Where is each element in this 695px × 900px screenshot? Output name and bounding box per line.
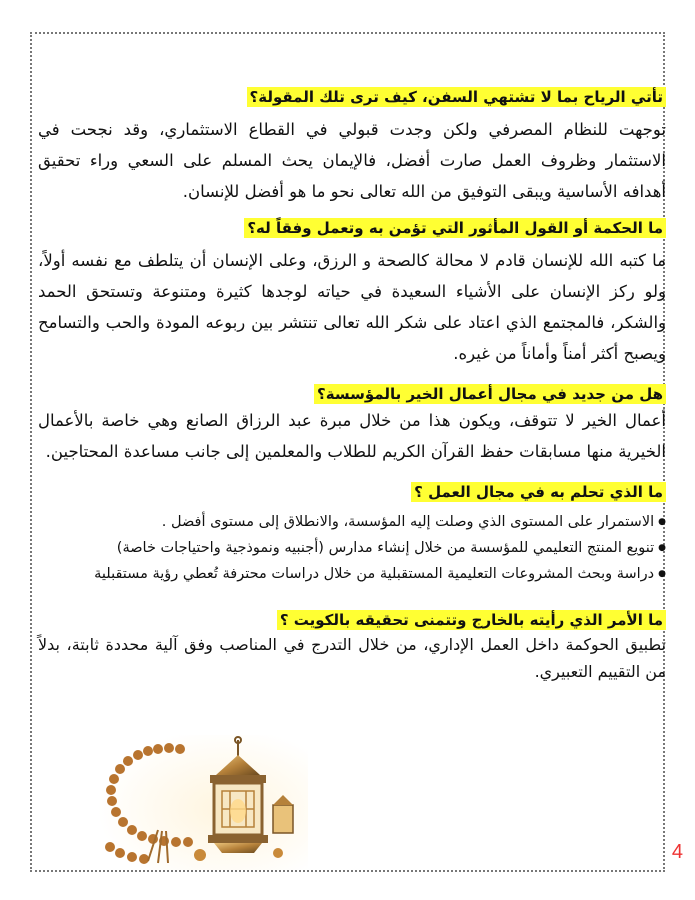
lantern-prayer-beads-image [98,735,308,870]
answer-paragraph: ما كتبه الله للإنسان قادم لا محالة كالصحة و الرزق، وعلى الإنسان أن يتلطف مع نفسه أولاً، ولو ركز الإنسان على الأشياء السعيدة في حياته لوجدها كثيرة ومتنوعة وتستحق الحمد والشكر، فالمجتمع الذي اعتاد على شكر الله تعالى تنتشر بين ربوعه المودة والحب والتسامح ويصبح أكثر أمناً وأماناً من غيره. [38,251,666,363]
section-4 [38,481,666,587]
interview-content [38,86,666,699]
question-heading: تأتي الرياح بما لا تشتهي السفن، كيف ترى تلك المقولة؟ [38,86,666,108]
answer-paragraph: أعمال الخير لا تتوقف، ويكون هذا من خلال مبرة عبد الرزاق الصانع وهي خاصة بالأعمال الخيرية منها مسابقات حفظ القرآن الكريم للطلاب والمعلمين إلى جانب مساعدة المحتاجين. [38,411,666,461]
answer-paragraph: تطبيق الحوكمة داخل العمل الإداري، من خلال التدرج في المناصب وفق آلية محددة ثابتة، بدلاً من التقييم التعبيري. [38,635,666,681]
question-heading: هل من جديد في مجال أعمال الخير بالمؤسسة؟ [38,383,666,405]
section-3 [38,383,666,467]
list-item: ● تنويع المنتج التعليمي للمؤسسة من خلال إنشاء مدارس (أجنبيه ونموذجية واحتياجات خاصة) [38,535,666,561]
section-1 [38,86,666,207]
goals-list [38,509,666,587]
section-5 [38,609,666,685]
lantern-illustration [98,735,308,870]
question-heading: ما الأمر الذي رأيته بالخارج وتتمنى تحقيقه بالكويت ؟ [38,609,666,631]
list-item: ● دراسة وبحث المشروعات التعليمية المستقبلية من خلال دراسات محترفة تُعطي رؤية مستقبلية [38,561,666,587]
answer-paragraph: توجهت للنظام المصرفي ولكن وجدت قبولي في القطاع الاستثماري، وقد نجحت في الاستثمار وظروف العمل صارت أفضل، فالإيمان يحث المسلم على السعي وراء تحقيق أهدافه الأساسية ويبقى التوفيق من الله تعالى نحو ما هو أفضل للإنسان. [38,120,666,201]
section-2 [38,217,666,369]
question-heading: ما الحكمة أو القول المأثور التي تؤمن به وتعمل وفقاً له؟ [38,217,666,239]
list-item: ● الاستمرار على المستوى الذي وصلت إليه المؤسسة، والانطلاق إلى مستوى أفضل . [38,509,666,535]
page-number: 4 [671,841,683,863]
question-heading: ما الذي تحلم به في مجال العمل ؟ [38,481,666,503]
